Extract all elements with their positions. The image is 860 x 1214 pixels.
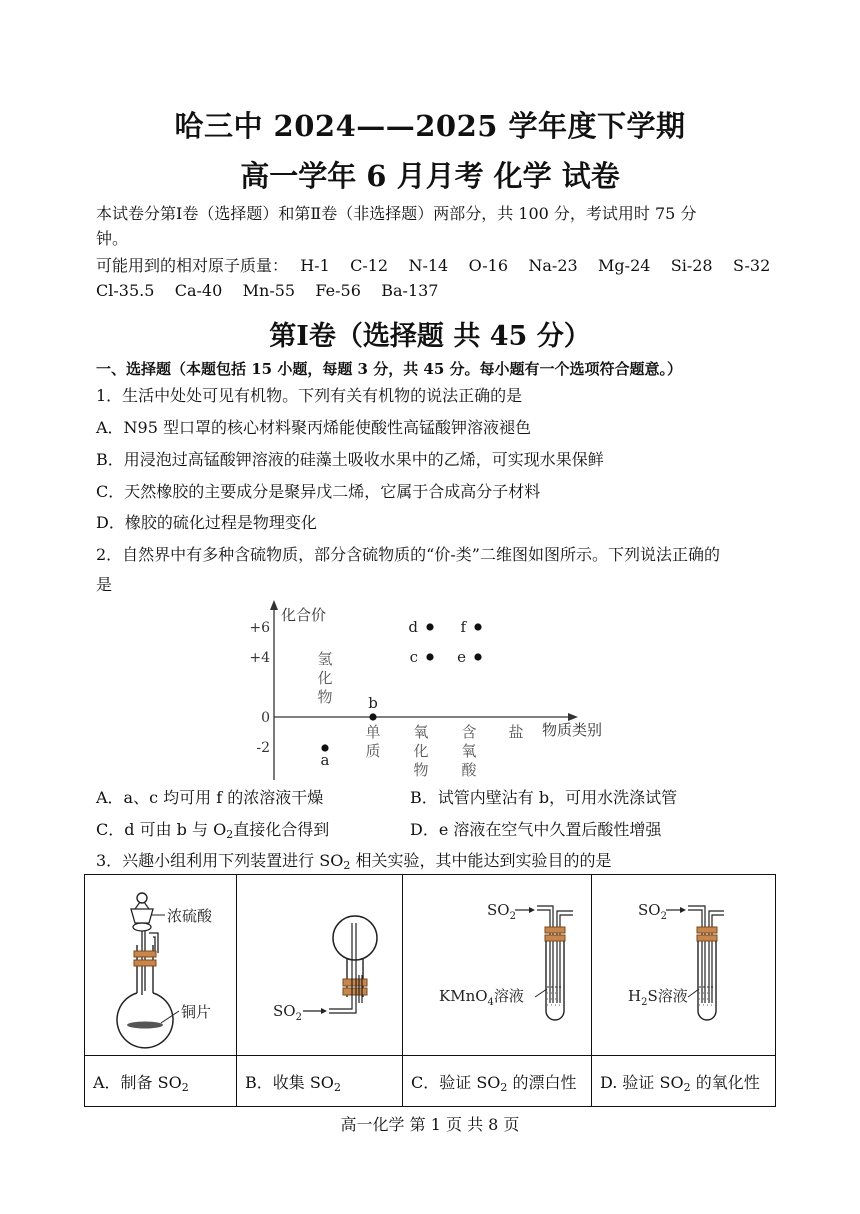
q1-option-c: C．天然橡胶的主要成分是聚异戊二烯，它属于合成高分子材料 (96, 482, 541, 501)
atomic-mass: C-12 (350, 256, 389, 275)
intro-line2: 钟。 (96, 229, 129, 248)
kmno4-tube-diagram (403, 875, 590, 1051)
kmno4-label: KMnO$_4$溶液 (439, 987, 524, 1008)
y-axis-arrow (270, 600, 278, 610)
x-axis-arrow (568, 713, 578, 721)
y-axis-title: 化合价 (281, 606, 327, 624)
section-title: 第Ⅰ卷（选择题 共 45 分） (269, 321, 591, 352)
valence-class-chart (240, 598, 620, 782)
point-c (426, 653, 433, 660)
atomic-masses-label: 可能用到的相对原子质量： (96, 256, 289, 275)
category-group (317, 650, 523, 779)
q3-option-b: B．收集 $SO_2$ (237, 1056, 403, 1107)
so2-label-b: $SO_2$ (273, 1002, 302, 1023)
category-label: 单质 (365, 723, 381, 760)
atomic-masses-line2 (96, 279, 438, 303)
atomic-mass: S-32 (732, 256, 771, 275)
category-label: 盐 (508, 723, 524, 741)
q3-stem: 3．兴趣小组利用下列装置进行 $SO_2$ 相关实验，其中能达到实验目的的是 (96, 851, 612, 872)
y-tick-label: +6 (249, 620, 270, 636)
apparatus-b-cell (237, 875, 403, 1056)
section-instruction: 一、选择题（本题包括 15 小题，每题 3 分，共 45 分。每小题有一个选项符合题意。） (96, 360, 683, 378)
page-footer: 高一化学 第 1 页 共 8 页 (340, 1115, 520, 1134)
x-axis-title: 物质类别 (542, 721, 603, 739)
copper-label: 铜片 (181, 1003, 212, 1021)
atomic-mass: Mn-55 (242, 281, 296, 300)
q3-option-a: A．制备 $SO_2$ (85, 1056, 237, 1107)
category-label: 含氧酸 (461, 723, 477, 779)
point-label-e: e (457, 648, 466, 666)
point-b (369, 713, 376, 720)
atomic-mass: Si-28 (670, 256, 713, 275)
apparatus-d-cell (592, 875, 776, 1056)
atomic-mass: H-1 (300, 256, 330, 275)
q1-option-d: D．橡胶的硫化过程是物理变化 (96, 513, 317, 532)
q2-option-b: B．试管内壁沾有 b，可用水洗涤试管 (410, 788, 678, 807)
atomic-mass: O-16 (468, 256, 509, 275)
q3-option-c: C．验证 $SO_2$ 的漂白性 (403, 1056, 592, 1107)
q1-option-a: A．N95 型口罩的核心材料聚丙烯能使酸性高锰酸钾溶液褪色 (96, 418, 532, 437)
q2-option-c: C．d 可由 b 与 $O_2$直接化合得到 (96, 820, 330, 841)
h2s-tube-diagram (592, 875, 774, 1051)
point-d (426, 623, 433, 630)
exam-title-line2: 高一学年 6 月月考 化学 试卷 (240, 159, 620, 193)
atomic-mass: Mg-24 (598, 256, 651, 275)
category-label: 氧化物 (413, 723, 429, 779)
q1-stem: 1．生活中处处可见有机物。下列有关有机物的说法正确的是 (96, 386, 523, 405)
h2s-label: $H_2S$溶液 (628, 987, 688, 1008)
y-tick-group (249, 620, 270, 756)
atomic-mass: Ca-40 (174, 281, 223, 300)
atomic-mass: Fe-56 (315, 281, 361, 300)
point-label-a: a (320, 751, 330, 769)
y-tick-label: +4 (249, 650, 270, 666)
apparatus-c-cell (403, 875, 592, 1056)
so2-label-d: $SO_2$ (638, 901, 667, 922)
point-group (321, 618, 482, 769)
atomic-mass: Cl-35.5 (96, 281, 155, 300)
q3-apparatus-table (84, 874, 776, 1107)
flask-apparatus-diagram (85, 875, 235, 1051)
point-label-f: f (460, 618, 466, 636)
so2-label-c: $SO_2$ (487, 901, 516, 922)
exam-title-line1: 哈三中 2024——2025 学年度下学期 (174, 109, 686, 143)
q1-option-b: B．用浸泡过高锰酸钾溶液的硅藻土吸收水果中的乙烯，可实现水果保鲜 (96, 450, 604, 469)
point-label-b: b (368, 694, 378, 712)
atomic-mass: Ba-137 (381, 281, 439, 300)
intro-line1: 本试卷分第Ⅰ卷（选择题）和第Ⅱ卷（非选择题）两部分，共 100 分，考试用时 75 分 (96, 204, 697, 223)
q2-stem-line1: 2．自然界中有多种含硫物质，部分含硫物质的“价-类”二维图如图所示。下列说法正确的 (96, 545, 720, 564)
q2-stem-line2: 是 (96, 575, 113, 594)
point-f (474, 623, 481, 630)
conc-acid-label: 浓硫酸 (167, 907, 213, 925)
apparatus-a-cell (85, 875, 237, 1056)
point-e (474, 653, 481, 660)
y-tick-label: 0 (261, 710, 270, 726)
atomic-masses-line1 (96, 254, 770, 278)
atomic-mass: N-14 (408, 256, 449, 275)
q2-option-a: A．a、c 均可用 f 的浓溶液干燥 (96, 788, 324, 807)
y-tick-label: -2 (256, 740, 270, 756)
point-label-c: c (409, 648, 418, 666)
gas-collection-diagram (237, 875, 401, 1051)
atomic-mass: Na-23 (528, 256, 578, 275)
point-label-d: d (408, 618, 418, 636)
q3-option-d: D. 验证 $SO_2$ 的氧化性 (592, 1056, 776, 1107)
q2-option-d: D．e 溶液在空气中久置后酸性增强 (410, 820, 662, 839)
category-label: 氢化物 (317, 650, 333, 706)
